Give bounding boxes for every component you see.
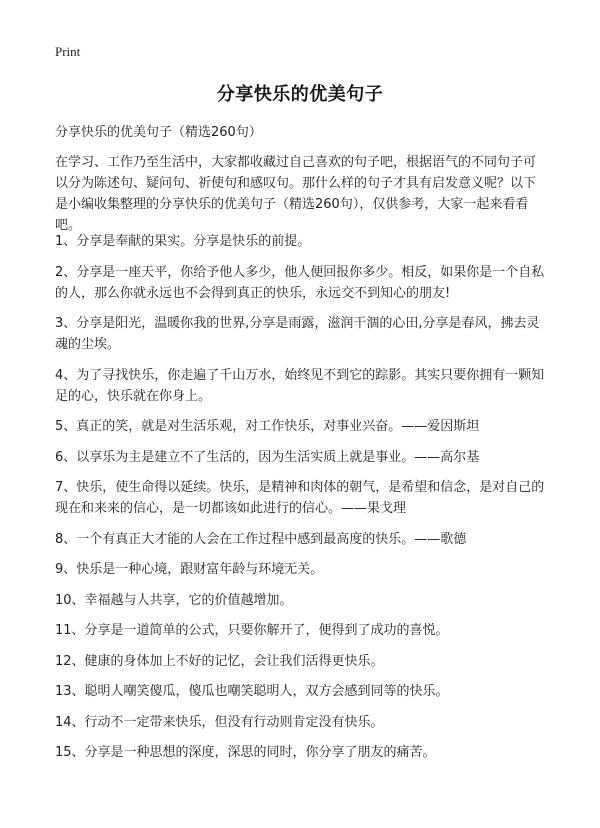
subtitle: 分享快乐的优美句子（精选260句） (55, 125, 262, 140)
sentence-list (55, 231, 545, 773)
list-item: 10、幸福越与人共享，它的价值越增加。 (55, 592, 293, 608)
list-item: 8、一个有真正大才能的人会在工作过程中感到最高度的快乐。——歌德 (55, 531, 467, 547)
list-item: 6、以享乐为主是建立不了生活的，因为生活实质上就是事业。——高尔基 (55, 449, 480, 465)
list-item: 14、行动不一定带来快乐，但没有行动则肯定没有快乐。 (55, 714, 384, 730)
list-item: 2、分享是一座天平，你给予他人多少，他人便回报你多少。相反，如果你是一个自私的人，那么你就永远也不会得到真正的快乐，永远交不到知心的朋友! (55, 264, 545, 301)
list-item: 11、分享是一道简单的公式，只要你解开了，便得到了成功的喜悦。 (55, 623, 449, 638)
page-title: 分享快乐的优美句子 (216, 84, 384, 105)
list-item: 12、健康的身体加上不好的记忆，会让我们活得更快乐。 (55, 653, 384, 669)
intro-paragraph: 在学习、工作乃至生活中，大家都收藏过自己喜欢的句子吧，根据语气的不同句子可以分为陈述句、疑问句、祈使句和感叹句。那什么样的句子才具有启发意义呢？以下是小编收集整理的分享快乐的优美句子（精选260句），仅供参考，大家一起来看看吧。 (55, 155, 537, 233)
list-item: 3、分享是阳光，温暖你我的世界,分享是雨露，滋润干涸的心田,分享是春风，拂去灵魂的尘埃。 (55, 316, 540, 352)
list-item: 9、快乐是一种心境，跟财富年龄与环境无关。 (55, 562, 324, 577)
list-item: 5、真正的笑，就是对生活乐观，对工作快乐，对事业兴奋。——爱因斯坦 (55, 419, 480, 434)
list-item: 1、分享是奉献的果实。分享是快乐的前提。 (55, 234, 311, 249)
list-item: 15、分享是一种思想的深度，深思的同时，你分享了朋友的痛苦。 (55, 745, 436, 760)
print-link[interactable]: Print (55, 44, 81, 59)
list-item: 4、为了寻找快乐，你走遍了千山万水，始终见不到它的踪影。其实只要你拥有一颗知足的心，快乐就在你身上。 (55, 367, 545, 404)
list-item: 13、聪明人嘲笑傻瓜，傻瓜也嘲笑聪明人，双方会感到同等的快乐。 (55, 684, 449, 699)
list-item: 7、快乐，使生命得以延续。快乐，是精神和肉体的朝气，是希望和信念，是对自己的现在和来来的信心，是一切都该如此进行的信心。——果戈理 (55, 480, 545, 516)
